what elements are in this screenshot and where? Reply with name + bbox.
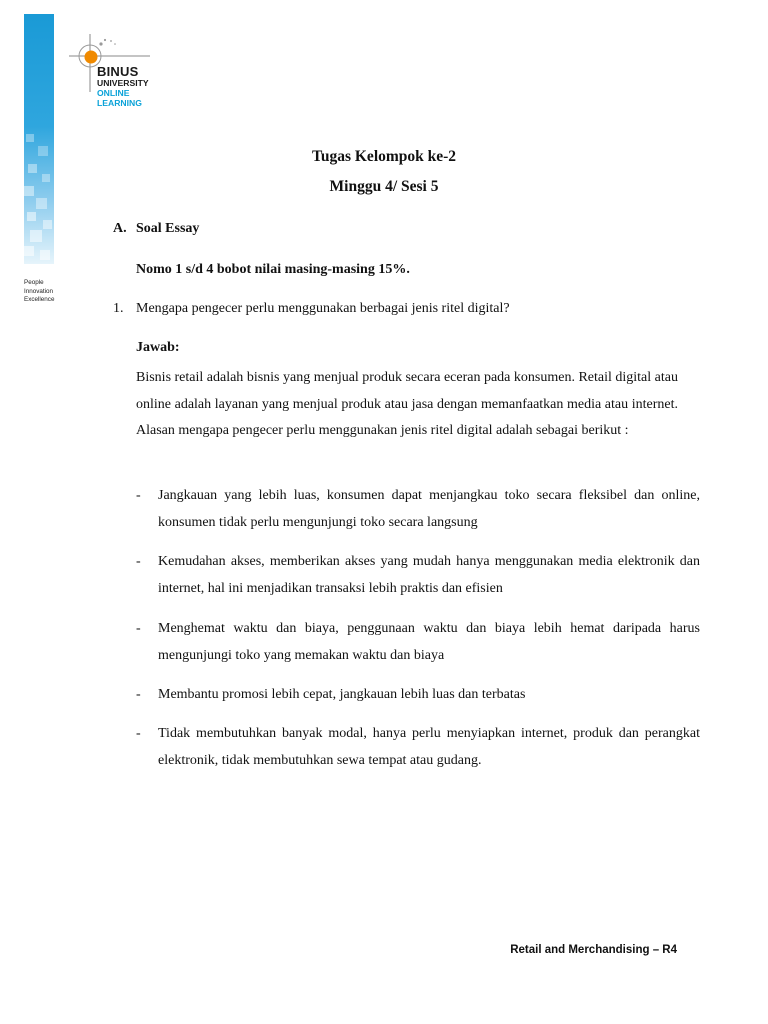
bullet-text: Membantu promosi lebih cepat, jangkauan lebih luas dan terbatas: [158, 687, 526, 702]
list-item: [136, 616, 700, 669]
tagline-line: Innovation: [24, 287, 54, 295]
list-item: [136, 721, 700, 774]
logo-line: BINUS: [97, 64, 139, 79]
logo-wordmark: [97, 65, 149, 109]
question: [113, 301, 683, 317]
section-letter: A.: [113, 221, 127, 236]
logo-line: UNIVERSITY: [97, 78, 149, 88]
bullet-text: Tidak membutuhkan banyak modal, hanya perlu menyiapkan internet, produk dan perangkat elektronik, tidak membutuhkan sewa tempat atau gudang.: [158, 726, 700, 768]
sidebar-decoration: [24, 14, 54, 264]
weight-note: Nomo 1 s/d 4 bobot nilai masing-masing 15%.: [136, 262, 410, 277]
answer-label: Jawab:: [136, 340, 180, 355]
bullet-text: Menghemat waktu dan biaya, penggunaan waktu dan biaya lebih hemat daripada harus mengunjungi toko yang memakan waktu dan biaya: [158, 621, 700, 663]
section-heading: [113, 221, 199, 237]
tagline-line: Excellence: [24, 296, 55, 304]
logo-line: ONLINE: [97, 88, 130, 99]
sidebar-mosaic-graphic: [24, 14, 54, 264]
bullet-marker: -: [136, 726, 141, 741]
document-subtitle: Minggu 4/ Sesi 5: [329, 178, 439, 195]
document-title: Tugas Kelompok ke-2: [311, 148, 457, 165]
list-item: [136, 549, 700, 602]
section-title: Soal Essay: [136, 221, 200, 236]
bullet-text: Kemudahan akses, memberikan akses yang mudah hanya menggunakan media elektronik dan internet, hal ini menjadikan transaksi lebih praktis dan efisien: [158, 554, 700, 596]
question-number: 1.: [113, 301, 124, 316]
list-item: [136, 682, 700, 709]
tagline-line: People: [24, 279, 44, 286]
bullet-marker: -: [136, 687, 141, 702]
bullet-marker: -: [136, 621, 141, 636]
bullet-marker: -: [136, 554, 141, 569]
answer-paragraph: Bisnis retail adalah bisnis yang menjual produk secara eceran pada konsumen. Retail digital atau online adalah layanan yang menjual produk atau jasa dengan memanfaatkan media atau internet. Alasan mengapa pengecer perlu menggunakan jenis ritel digital adalah sebagai berikut :: [136, 370, 678, 439]
binus-logo: [66, 32, 162, 122]
logo-line: LEARNING: [97, 98, 142, 109]
question-text: Mengapa pengecer perlu menggunakan berbagai jenis ritel digital?: [136, 301, 510, 316]
tagline: [24, 279, 54, 305]
bullet-marker: -: [136, 488, 141, 503]
list-item: [136, 483, 700, 536]
page-footer: Retail and Merchandising – R4: [510, 944, 677, 956]
bullet-text: Jangkauan yang lebih luas, konsumen dapat menjangkau toko secara fleksibel dan online, konsumen tidak perlu mengunjungi toko secara langsung: [158, 488, 700, 530]
